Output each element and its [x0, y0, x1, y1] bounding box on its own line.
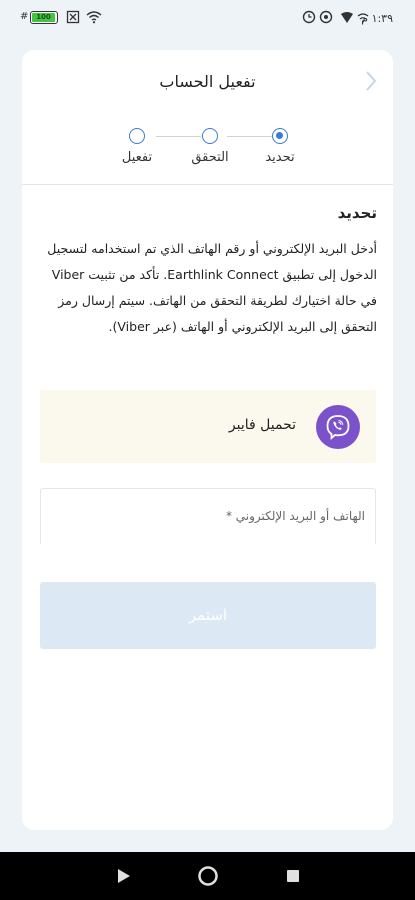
step-connector	[156, 136, 201, 137]
continue-button[interactable]: استمر	[40, 582, 376, 649]
field-label: الهاتف أو البريد الإلكتروني *	[225, 509, 365, 523]
system-nav-bar	[0, 852, 415, 900]
viber-label: تحميل فايبر	[228, 417, 296, 433]
activation-card	[22, 50, 393, 830]
battery-level: 100	[32, 13, 55, 22]
signal-icon	[340, 10, 354, 24]
phone-or-email-field[interactable]	[40, 488, 376, 544]
step-label-activate: تفعيل	[121, 150, 153, 165]
step-label-identify: تحديد	[265, 150, 295, 165]
instructions-text: أدخل البريد الإلكتروني أو رقم الهاتف الذي تم استخدامه لتسجيل الدخول إلى تطبيق Earthlink Connect. تأكد من تثبيت Viber في حالة اختيارك لطريقة التحقق من الهاتف. سيتم إرسال رمز التحقق إلى البريد الإلكتروني أو الهاتف (عبر Viber).	[47, 241, 377, 334]
nav-back-button[interactable]	[104, 852, 144, 900]
card-header	[22, 50, 393, 185]
wifi-icon	[86, 10, 100, 24]
step-indicator-identify	[272, 128, 288, 144]
status-hash: #	[20, 11, 29, 22]
triangle-back-icon	[104, 852, 144, 900]
step-indicator-activate	[129, 128, 145, 144]
square-recents-icon	[273, 852, 313, 900]
sync-icon	[319, 10, 333, 24]
step-indicator-verify	[202, 128, 218, 144]
nav-home-button[interactable]	[188, 852, 228, 900]
home-circle-icon	[188, 852, 228, 900]
viber-icon	[316, 405, 360, 449]
step-connector	[227, 136, 272, 137]
status-time: ١:٣٩ م	[361, 12, 393, 25]
status-bar	[0, 0, 415, 36]
download-viber-button[interactable]	[40, 390, 376, 463]
battery-icon	[30, 11, 58, 24]
no-sim-icon	[66, 10, 80, 24]
page-title: تفعيل الحساب	[159, 72, 256, 91]
section-title: تحديد	[337, 204, 377, 222]
step-label-verify: التحقق	[191, 150, 229, 165]
nav-recents-button[interactable]	[273, 852, 313, 900]
alarm-icon	[302, 10, 316, 24]
